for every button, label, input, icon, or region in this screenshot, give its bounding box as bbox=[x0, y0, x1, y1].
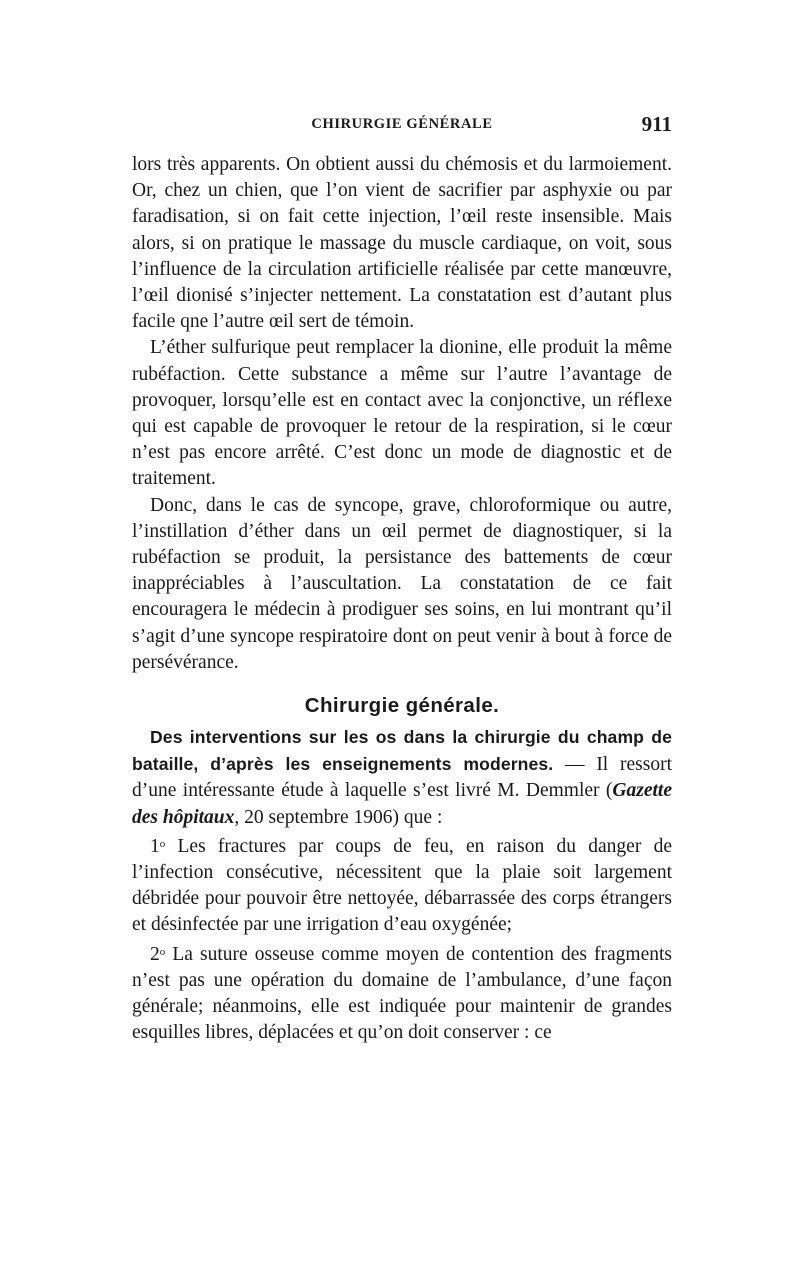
section-title: Chirurgie générale. bbox=[304, 694, 500, 718]
item-2-ordinal: o bbox=[159, 945, 166, 958]
item-1-text: Les fractures par coups de feu, en raison du danger de l’infection consécutive, nécessitent que la plaie soit largement débridée pour pouvoir être nettoyée, débarrassée des corps étrangers et désinfectée par une irrigation d’eau oxygénée; bbox=[132, 835, 672, 936]
lead-text-part2: , 20 septembre 1906) que : bbox=[234, 806, 443, 828]
list-item-2 bbox=[132, 939, 672, 1047]
list-item-1 bbox=[132, 831, 672, 939]
page-number: 911 bbox=[641, 112, 672, 136]
item-1-ordinal: o bbox=[159, 837, 166, 850]
lead-text-part1: — Il ressort d’une intéressante étude à laquelle s’est livré M. Demmler ( bbox=[132, 754, 672, 802]
citation-journal: Gazette des hôpitaux bbox=[132, 780, 672, 828]
paragraph-ether: L’éther sulfurique peut remplacer la dionine, elle produit la même rubéfaction. Cette substance a même sur l’autre l’avantage de provoquer, lorsqu’elle est en contact avec la conjonctive, un réflexe qui est capable de provoquer le retour de la respiration, si le cœur n’est pas encore arrêté. C’est donc un mode de diagnostic et de traitement. bbox=[132, 337, 672, 490]
item-2-number: 2 bbox=[150, 943, 160, 965]
running-head bbox=[132, 112, 672, 142]
item-1-number: 1 bbox=[150, 835, 160, 857]
item-2-text: La suture osseuse comme moyen de contention des fragments n’est pas une opération du domaine de l’ambulance, d’une façon générale; néanmoins, elle est indiquée pour maintenir de grandes esquilles libres, déplacées et qu’on doit conserver : ce bbox=[132, 943, 672, 1044]
section-lead-paragraph bbox=[132, 724, 672, 831]
paragraph-continuation: lors très apparents. On obtient aussi du chémosis et du larmoiement. Or, chez un chien, que l’on vient de sacrifier par asphyxie ou par faradisation, si on fait cette injection, l’œil reste insensible. Mais alors, si on pratique le massage du muscle cardiaque, on voit, sous l’influence de la circulation artificielle réalisée par cette manœuvre, l’œil dionisé s’injecter nettement. La constatation est d’autant plus facile qne l’autre œil sert de témoin. bbox=[132, 154, 672, 333]
article-title: Des interventions sur les os dans la chirurgie du champ de bataille, d’après les enseignements modernes. bbox=[132, 727, 672, 775]
paragraph-syncope: Donc, dans le cas de syncope, grave, chloroformique ou autre, l’instillation d’éther dans un œil permet de diagnostiquer, si la rubéfaction se produit, la persistance des battements de cœur inappréciables à l’auscultation. La constatation de ce fait encouragera le médecin à prodiguer ses soins, en lui montrant qu’il s’agit d’une syncope respiratoire dont on peut venir à bout à force de persévérance. bbox=[132, 494, 672, 673]
book-page bbox=[132, 112, 672, 1047]
running-title: CHIRURGIE GÉNÉRALE bbox=[311, 116, 493, 132]
